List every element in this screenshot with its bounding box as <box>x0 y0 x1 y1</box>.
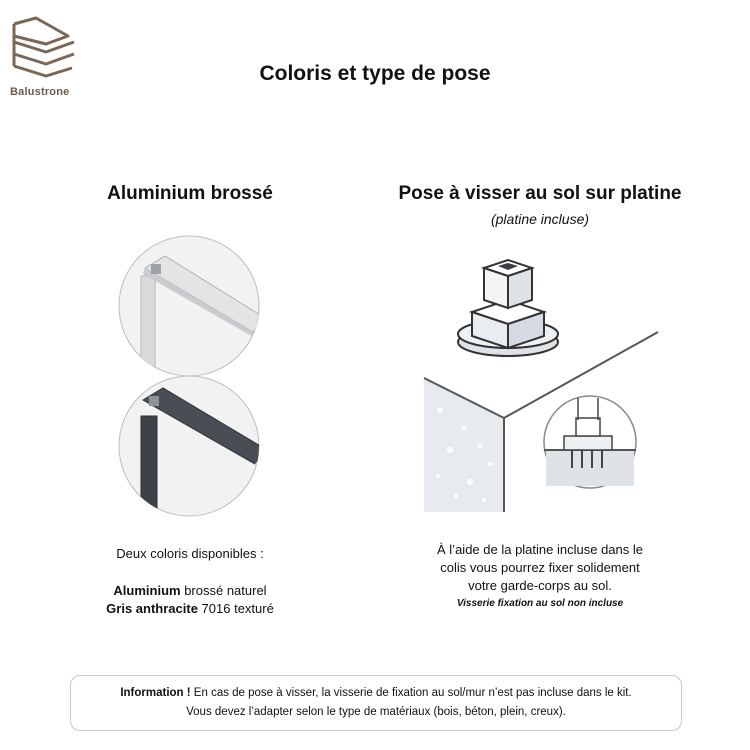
finish-heading: Aluminium brossé <box>107 183 273 204</box>
screws-note: Visserie fixation au sol non incluse <box>456 598 624 609</box>
color-detail: brossé naturel <box>180 583 267 598</box>
color-option-aluminium <box>40 582 340 600</box>
brand-name: Balustrone <box>10 86 70 98</box>
color-detail: 7016 texturé <box>197 601 274 616</box>
colors-intro: Deux coloris disponibles : <box>116 546 264 561</box>
install-desc-line-2: colis vous pourrez fixer solidement <box>440 560 640 575</box>
info-line-2: Vous devez l’adapter selon le type de matériaux (bois, béton, plein, creux). <box>186 706 566 718</box>
install-desc-line-1: À l’aide de la platine incluse dans le <box>437 542 643 557</box>
install-heading: Pose à visser au sol sur platine <box>398 183 682 204</box>
info-line-1 <box>71 684 681 703</box>
color-name: Aluminium <box>113 583 181 598</box>
railing-colors-illustration <box>105 228 275 520</box>
info-text-1: En cas de pose à visser, la visserie de fixation au sol/mur n’est pas incluse dans le kit. <box>190 687 632 699</box>
install-subheading: (platine incluse) <box>490 211 590 227</box>
install-desc-line-3: votre garde-corps au sol. <box>468 578 612 593</box>
floor-mount-illustration <box>420 250 660 512</box>
color-option-anthracite <box>40 600 340 618</box>
information-box <box>70 675 682 731</box>
page-title: Coloris et type de pose <box>259 62 491 85</box>
info-label: Information ! <box>120 687 191 699</box>
color-name: Gris anthracite <box>106 601 198 616</box>
